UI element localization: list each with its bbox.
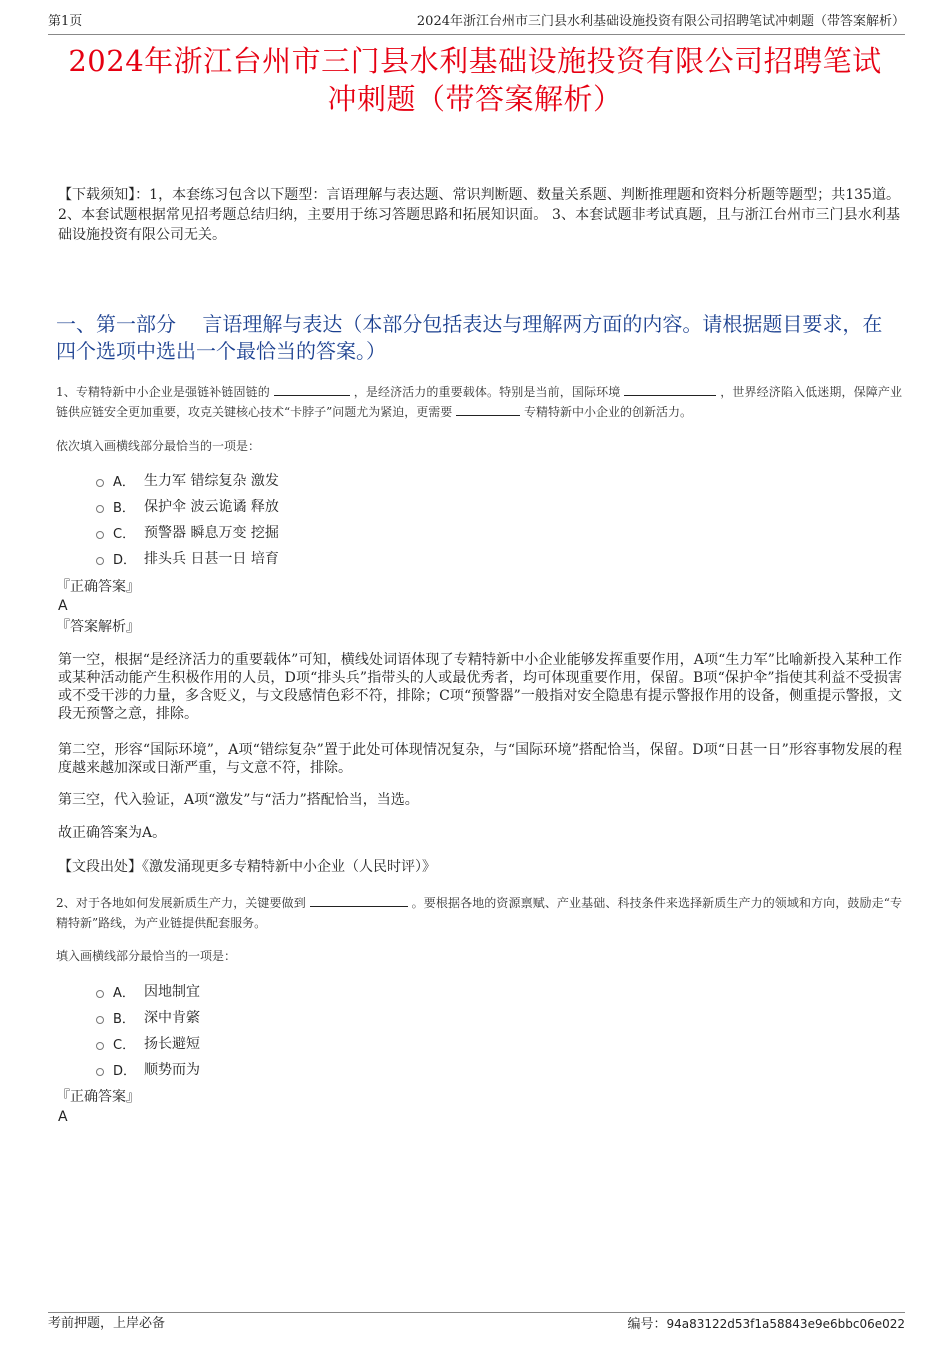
question-2-stem	[56, 893, 902, 933]
question-1-option-d[interactable]	[96, 545, 596, 571]
question-2-stem-part2: 。要根据各地的资源禀赋、产业基础、科技条件来选择新质生产力的领域和方向，鼓励走“专精特新”路线，为产业链提供配套服务。	[56, 896, 902, 930]
question-1-blank-1	[274, 383, 350, 396]
page-footer	[48, 1312, 905, 1336]
question-1-stem-part2: ，是经济活力的重要载体。特别是当前，国际环境	[353, 385, 621, 399]
question-2-prompt: 填入画横线部分最恰当的一项是：	[56, 949, 237, 963]
option-text: 生力军 错综复杂 激发	[144, 473, 279, 489]
radio-icon[interactable]	[96, 990, 104, 998]
footer-code-label: 编号：	[627, 1317, 667, 1332]
option-text: 因地制宜	[144, 984, 200, 1000]
question-1-prompt: 依次填入画横线部分最恰当的一项是：	[56, 439, 261, 453]
question-1-stem	[56, 382, 902, 422]
question-1-blank-3	[456, 403, 520, 416]
option-letter: B．	[113, 500, 135, 516]
option-letter: C．	[113, 1037, 136, 1053]
question-1-stem-part1: 1、专精特新中小企业是强链补链固链的	[56, 385, 270, 399]
question-1-option-a[interactable]	[96, 467, 596, 493]
radio-icon[interactable]	[96, 557, 104, 565]
document-title	[40, 42, 910, 118]
document-title-line2: 冲刺题（带答案解析）	[327, 82, 623, 116]
page-number: 第1页	[48, 14, 83, 29]
question-2-option-c[interactable]	[96, 1030, 596, 1056]
question-1-analysis-paragraph-1: 第一空，根据“是经济活力的重要载体”可知，横线处词语体现了专精特新中小企业能够发挥重要作用，A项“生力军”比喻新投入某种工作或某种活动能产生积极作用的人员，D项“排头兵”指带头的人或最优秀者，均可体现重要作用，保留。B项“保护伞”指使其利益不受损害或不受干涉的力量，多含贬义，与文段感情色彩不符，排除；C项“预警器”一般指对安全隐患有提示警报作用的设备，侧重提示警报，文段无预警之意，排除。	[58, 652, 902, 722]
question-2-option-b[interactable]	[96, 1004, 596, 1030]
question-1-option-c[interactable]	[96, 519, 596, 545]
option-letter: B．	[113, 1011, 135, 1027]
question-2-options	[96, 978, 596, 1082]
question-1-source: 【文段出处】《激发涌现更多专精特新中小企业（人民时评）》	[58, 859, 436, 875]
option-letter: D．	[113, 552, 137, 568]
question-1-answer: A	[58, 598, 68, 614]
question-1-option-b[interactable]	[96, 493, 596, 519]
question-1-stem-part4: 专精特新中小企业的创新活力。	[523, 405, 692, 419]
option-letter: A．	[113, 474, 135, 490]
question-1-correct-answer-label: 『正确答案』	[56, 579, 140, 595]
radio-icon[interactable]	[96, 1016, 104, 1024]
option-text: 保护伞 波云诡谲 释放	[144, 499, 279, 515]
footer-code	[627, 1314, 905, 1335]
option-letter: A．	[113, 985, 135, 1001]
option-letter: D．	[113, 1063, 137, 1079]
question-1-analysis-label: 『答案解析』	[56, 619, 140, 635]
page-header	[48, 12, 905, 35]
option-text: 顺势而为	[144, 1062, 200, 1078]
footer-code-value: 94a83122d53f1a58843e9e6bbc06e022	[666, 1317, 905, 1331]
radio-icon[interactable]	[96, 1068, 104, 1076]
question-1-options	[96, 467, 596, 571]
option-letter: C．	[113, 526, 136, 542]
radio-icon[interactable]	[96, 505, 104, 513]
question-1-blank-2	[624, 383, 716, 396]
section-heading: 一、第一部分 言语理解与表达（本部分包括表达与理解两方面的内容。请根据题目要求，在四个选项中选出一个最恰当的答案。）	[56, 312, 883, 363]
question-1-stem-part3: ，世界经济陷入低迷期，保障产业链供应链安全更加重要，攻克关键核心技术“卡脖子”问题尤为紧迫，更需要	[56, 385, 902, 419]
question-2-option-a[interactable]	[96, 978, 596, 1004]
question-1-analysis-paragraph-4: 故正确答案为A。	[58, 825, 167, 841]
radio-icon[interactable]	[96, 479, 104, 487]
document-title-line1: 2024年浙江台州市三门县水利基础设施投资有限公司招聘笔试	[68, 44, 882, 78]
question-2-blank-1	[310, 894, 408, 907]
option-text: 排头兵 日甚一日 培育	[144, 551, 279, 567]
footer-slogan: 考前押题，上岸必备	[48, 1316, 166, 1331]
radio-icon[interactable]	[96, 1042, 104, 1050]
question-2-answer: A	[58, 1109, 68, 1125]
question-1-analysis-paragraph-3: 第三空，代入验证，A项“激发”与“活力”搭配恰当，当选。	[58, 792, 419, 808]
question-2-correct-answer-label: 『正确答案』	[56, 1089, 140, 1105]
header-doc-title: 2024年浙江台州市三门县水利基础设施投资有限公司招聘笔试冲刺题（带答案解析）	[416, 14, 905, 29]
question-1-analysis-paragraph-2: 第二空，形容“国际环境”，A项“错综复杂”置于此处可体现情况复杂，与“国际环境”搭配恰当，保留。D项“日甚一日”形容事物发展的程度越来越加深或日渐严重，与文意不符，排除。	[58, 742, 902, 776]
radio-icon[interactable]	[96, 531, 104, 539]
download-notice: 【下载须知】：1，本套练习包含以下题型：言语理解与表达题、常识判断题、数量关系题、判断推理题和资料分析题等题型；共135道。 2、本套试题根据常见招考题总结归纳，主要用于练习答题思路和拓展知识面。 3、本套试题非考试真题，且与浙江台州市三门县水利基础设施投资有限公司无关。	[58, 187, 900, 243]
question-2-option-d[interactable]	[96, 1056, 596, 1082]
option-text: 扬长避短	[144, 1036, 200, 1052]
option-text: 深中肯綮	[144, 1010, 200, 1026]
question-2-stem-part1: 2、对于各地如何发展新质生产力，关键要做到	[56, 896, 306, 910]
option-text: 预警器 瞬息万变 挖掘	[144, 525, 279, 541]
